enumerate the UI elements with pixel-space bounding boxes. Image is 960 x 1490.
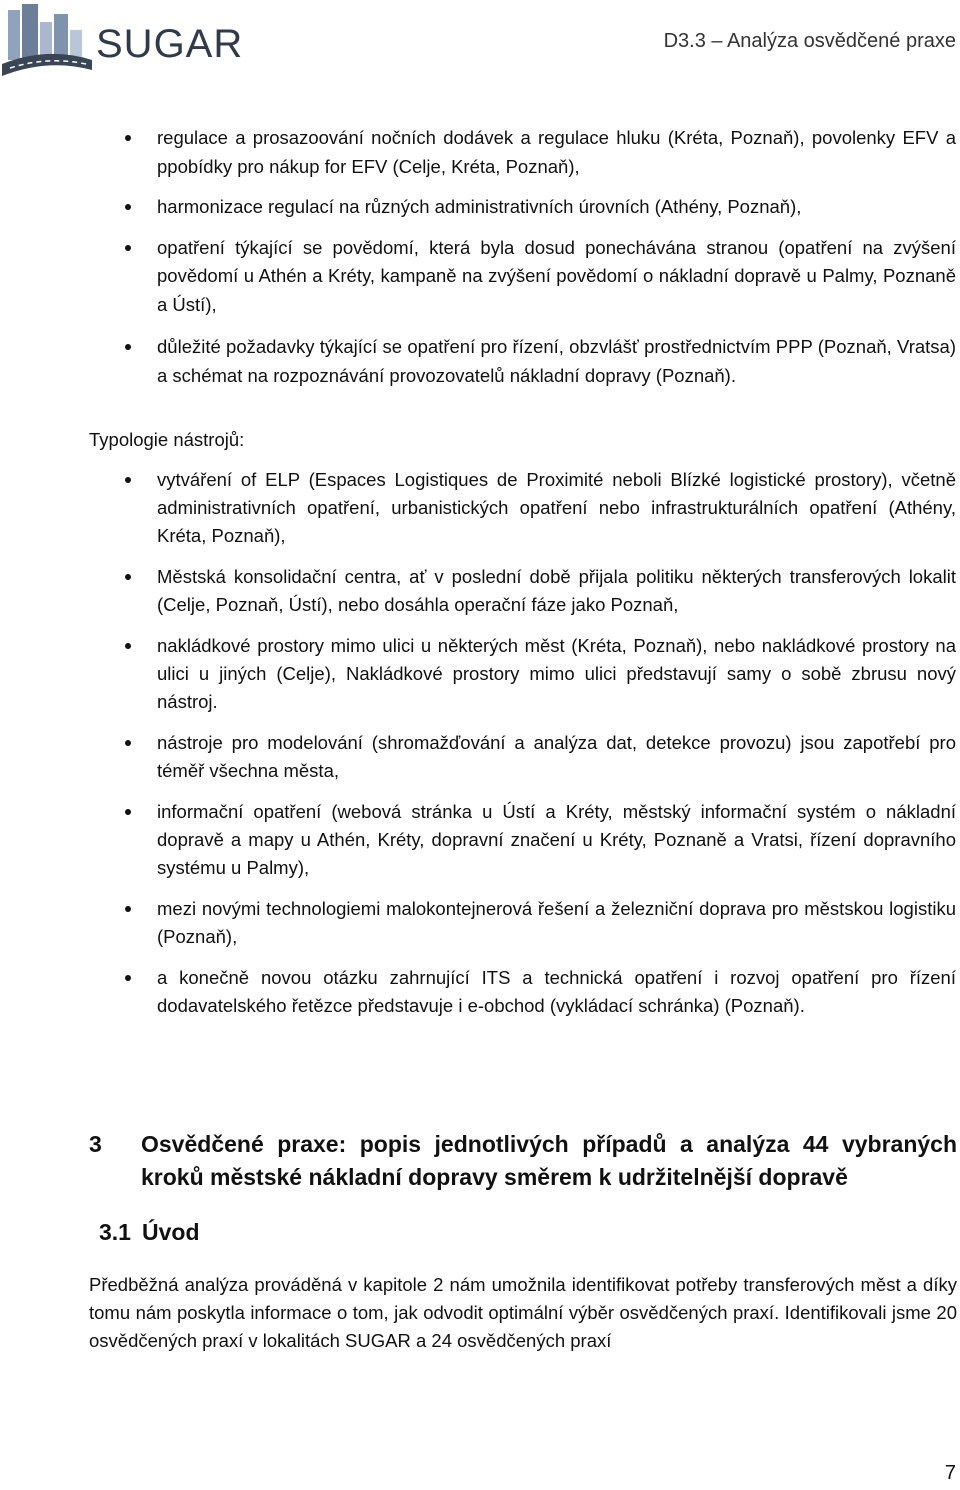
section-number: 3	[89, 1131, 102, 1157]
bullet-icon	[125, 135, 131, 141]
page-number: 7	[944, 1462, 956, 1484]
section-3-1-heading	[99, 1216, 200, 1249]
sugar-logo	[0, 0, 260, 80]
subsection-title: Úvod	[142, 1219, 200, 1245]
logo-wordmark: SUGAR	[96, 22, 244, 66]
city-skyline-icon	[0, 0, 96, 80]
list-item: vytváření of ELP (Espaces Logistiques de Proximité neboli Blízké logistické prostory), včetně administrativních opatření, urbanistických opatření nebo infrastrukturálních opatření (Athény, Kréta, Poznaň),	[0, 466, 960, 550]
list-item: regulace a prosazoování nočních dodávek a regulace hluku (Kréta, Poznaň), povolenky EFV a ppobídky pro nákup for EFV (Celje, Kréta, Poznaň),	[0, 124, 960, 181]
list-item: Městská konsolidační centra, ať v poslední době přijala politiku některých transferových lokalit (Celje, Poznaň, Ústí), nebo dosáhla operační fáze jako Poznaň,	[0, 563, 960, 619]
intro-paragraph: Předběžná analýza prováděná v kapitole 2 nám umožnila identifikovat potřeby transferových měst a díky tomu nám poskytla informace o tom, jak odvodit optimální výběr osvědčených praxí. Identifikovali jsme 20 osvědčených praxí v lokalitách SUGAR a 24 osvědčených praxí	[89, 1274, 957, 1351]
list-item: nakládkové prostory mimo ulici u některých měst (Kréta, Poznaň), nebo nakládkové prostory na ulici u jiných (Celje), Nakládkové prostory mimo ulici představují samy o sobě zbrusu nový nástroj.	[0, 632, 960, 716]
list-item: opatření týkající se povědomí, která byla dosud ponechávána stranou (opatření na zvýšení povědomí u Athén a Kréty, kampaně na zvýšení povědomí o nákladní dopravě u Palmy, Poznaně a Ústí),	[0, 234, 960, 320]
bullet-icon	[125, 477, 131, 483]
list-item: důležité požadavky týkající se opatření pro řízení, obzvlášť prostřednictvím PPP (Poznaň, Vratsa) a schémat na rozpoznávání provozovatelů nákladní dopravy (Poznaň).	[0, 333, 960, 390]
list-item: a konečně novou otázku zahrnující ITS a technická opatření i rozvoj opatření pro řízení dodavatelského řetězce představuje i e-obchod (vykládací schránka) (Poznaň).	[0, 964, 960, 1020]
bullet-icon	[125, 245, 131, 251]
page-header	[0, 0, 960, 80]
list-item: informační opatření (webová stránka u Ústí a Kréty, městský informační systém o nákladní dopravě a mapy u Athén, Kréty, dopravní značení u Kréty, Poznaně a Vratsi, řízení dopravního systému u Palmy),	[0, 798, 960, 882]
bullet-icon	[125, 809, 131, 815]
section-title: Osvědčené praxe: popis jednotlivých případů a analýza 44 vybraných kroků městské nákladní dopravy směrem k udržitelnější dopravě	[141, 1131, 957, 1190]
subsection-number: 3.1	[99, 1219, 131, 1245]
bullet-icon	[125, 740, 131, 746]
bullet-icon	[125, 574, 131, 580]
list-item: harmonizace regulací na různých administrativních úrovních (Athény, Poznaň),	[0, 193, 960, 222]
bullet-icon	[125, 643, 131, 649]
document-title: D3.3 – Analýza osvědčené praxe	[663, 30, 956, 52]
typologie-label: Typologie nástrojů:	[89, 429, 245, 450]
bullet-icon	[125, 344, 131, 350]
bullet-list-measures	[0, 124, 960, 402]
list-item: nástroje pro modelování (shromažďování a analýza dat, detekce provozu) jsou zapotřebí pro téměř všechna města,	[0, 729, 960, 785]
bullet-list-tools	[0, 466, 960, 1033]
bullet-icon	[125, 975, 131, 981]
list-item: mezi novými technologiemi malokontejnerová řešení a železniční doprava pro městskou logistiku (Poznaň),	[0, 895, 960, 951]
bullet-icon	[125, 204, 131, 210]
bullet-icon	[125, 906, 131, 912]
